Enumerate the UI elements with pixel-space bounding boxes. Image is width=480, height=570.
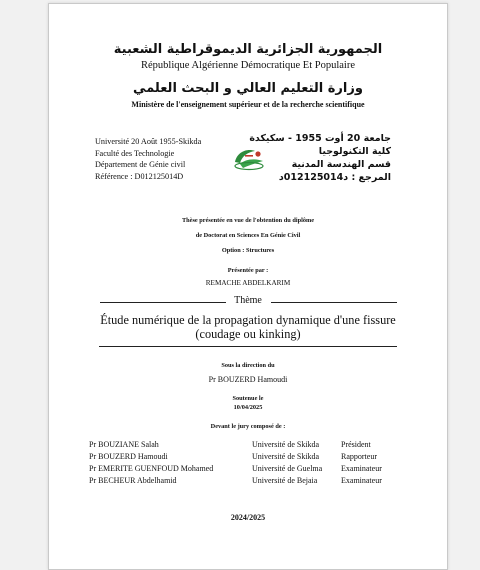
jury-member-role: Président (341, 440, 371, 449)
jury-member-role: Rapporteur (341, 452, 377, 461)
reference-number: Référence : D012125014D (95, 171, 184, 181)
jury-row (49, 476, 447, 488)
direction-label: Sous la direction du (221, 362, 275, 369)
jury-member-university: Université de Skikda (252, 452, 320, 461)
department-name: Département de Génie civil (95, 160, 186, 169)
jury-member-name: Pr BOUZIANE Salah (89, 440, 159, 449)
jury-member-university: Université de Skikda (252, 440, 320, 449)
jury-member-role: Examinateur (341, 464, 382, 473)
arabic-ministry-title: وزارة التعليم العالي و البحث العلمي (133, 81, 363, 96)
arabic-republic-title: الجمهورية الجزائرية الديموقراطية الشعبية (113, 42, 383, 57)
university-name: Université 20 Août 1955-Skikda (95, 137, 202, 146)
defended-label: Soutenue le (232, 395, 264, 402)
degree-statement: de Doctorat en Sciences En Génie Civil (195, 232, 301, 239)
thesis-option: Option : Structures (221, 247, 275, 254)
faculty-name: Faculté des Technologie (95, 148, 175, 158)
academic-year: 2024/2025 (230, 513, 266, 522)
jury-row (49, 440, 447, 452)
director-name: Pr BOUZERD Hamoudi (208, 375, 288, 384)
jury-member-university: Université de Bejaia (252, 476, 318, 485)
thesis-title: Étude numérique de la propagation dynamique d'une fissure (coudage ou kinking) (100, 313, 396, 341)
french-republic-title: République Algérienne Démocratique Et Populaire (140, 60, 356, 71)
department-name-ar: قسم الهندسة المدنية (291, 159, 391, 170)
thesis-statement: Thèse présentée en vue de l'obtention du diplôme (181, 217, 315, 224)
jury-member-role: Examinateur (341, 476, 382, 485)
reference-number-ar: المرجع : د012125014د (278, 172, 391, 183)
defense-date: 10/04/2025 (233, 404, 263, 411)
presented-by-label: Présentée par : (227, 267, 269, 274)
jury-member-name: Pr BECHEUR Abdelhamid (89, 476, 177, 485)
author-name: REMACHE ABDELKARIM (205, 279, 291, 287)
jury-member-name: Pr EMERITE GUENFOUD Mohamed (89, 464, 214, 473)
title-underline (99, 346, 397, 347)
jury-member-university: Université de Guelma (252, 464, 323, 473)
jury-label: Devant le jury composé de : (210, 423, 286, 430)
institution-french (95, 136, 201, 182)
faculty-name-ar: كلية التكنولوجيا (318, 146, 391, 157)
theme-rule-right (271, 302, 397, 303)
theme-label: Thème (234, 295, 262, 306)
university-name-ar: جامعة 20 أوت 1955 - سكيكدة (249, 133, 391, 144)
jury-row (49, 464, 447, 476)
jury-member-name: Pr BOUZERD Hamoudi (89, 452, 168, 461)
document-page (48, 3, 448, 570)
french-ministry-title: Ministère de l'enseignement supérieur et de la recherche scientifique (131, 100, 365, 109)
jury-row (49, 452, 447, 464)
institution-arabic (249, 132, 391, 184)
